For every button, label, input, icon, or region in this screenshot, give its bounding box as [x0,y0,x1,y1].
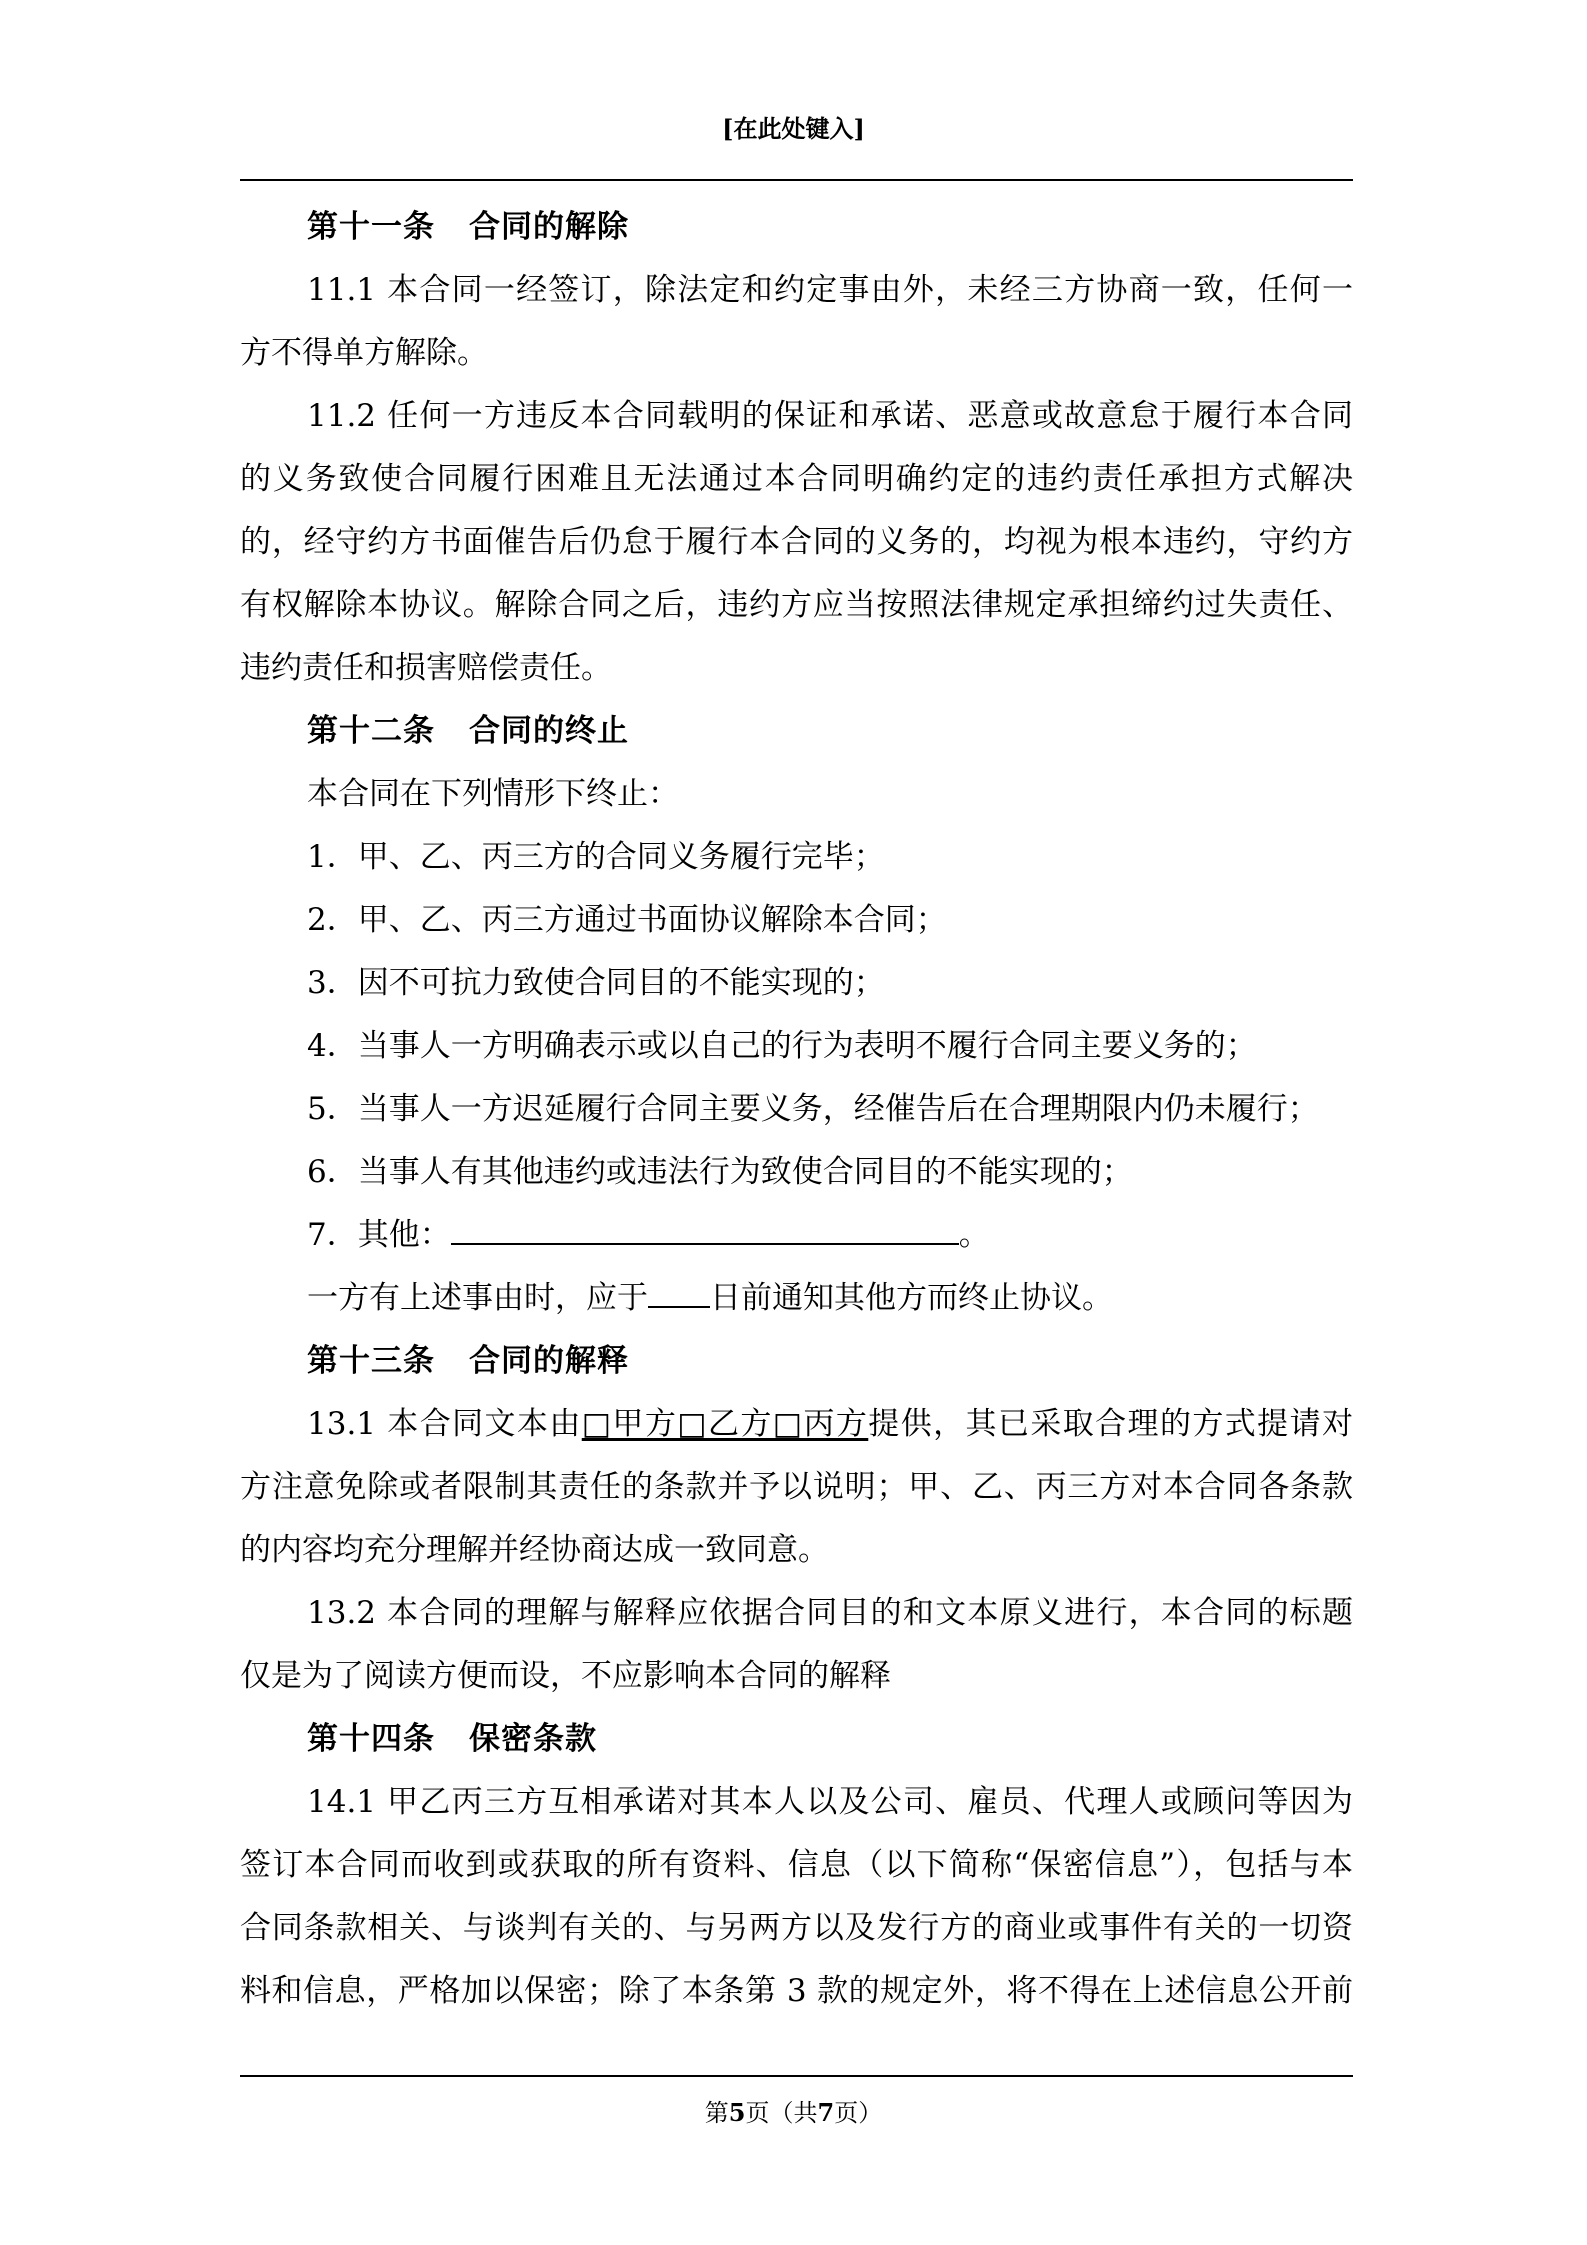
article-11-heading [240,196,1353,259]
contract-body [240,196,1353,2023]
paragraph-line: 方不得单方解除。 [240,335,488,371]
paragraph-line: 违约责任和损害赔偿责任。 [240,650,612,686]
list-item: 5．当事人一方迟延履行合同主要义务，经催告后在合理期限内仍未履行； [307,1091,1319,1127]
paragraph-line: 11.1 本合同一经签订，除法定和约定事由外，未经三方协商一致，任何一 [307,272,1353,308]
paragraph-line: 14.1 甲乙丙三方互相承诺对其本人以及公司、雇员、代理人或顾问等因为 [307,1784,1353,1820]
article-number: 第十三条 [307,1343,435,1379]
paragraph-line: 有权解除本协议。解除合同之后，违约方应当按照法律规定承担缔约过失责任、 [240,587,1353,623]
page-header: [在此处键入] [722,114,865,143]
list-item: 2．甲、乙、丙三方通过书面协议解除本合同； [307,902,947,938]
footer-mid: 页（共 [745,2099,818,2127]
article-number: 第十一条 [307,209,435,245]
article-13-heading [240,1330,1353,1393]
other-blank-field[interactable] [451,1217,959,1245]
paragraph-line: 合同条款相关、与谈判有关的、与另两方以及发行方的商业或事件有关的一切资 [240,1910,1353,1946]
article-title: 合同的终止 [469,713,629,749]
list-item [240,1204,1353,1267]
header-rule [240,179,1353,181]
paragraph-line: 料和信息，严格加以保密；除了本条第 3 款的规定外，将不得在上述信息公开前 [240,1973,1353,2009]
paragraph-line: 仅是为了阅读方便而设，不应影响本合同的解释 [240,1658,891,1694]
list-item: 6．当事人有其他违约或违法行为致使合同目的不能实现的； [307,1154,1133,1190]
paragraph-line: 13.2 本合同的理解与解释应依据合同目的和文本原义进行，本合同的标题 [307,1595,1353,1631]
article-14-heading [240,1708,1353,1771]
page-footer [0,2097,1587,2129]
paragraph-line: 本合同在下列情形下终止： [307,776,679,812]
article-12-heading [240,700,1353,763]
list-item: 3．因不可抗力致使合同目的不能实现的； [307,965,885,1001]
provider-checkboxes[interactable]: □甲方□乙方□丙方 [581,1406,869,1442]
paragraph-line: 11.2 任何一方违反本合同载明的保证和承诺、恶意或故意怠于履行本合同 [307,398,1353,434]
paragraph-text: 提供，其已采取合理的方式提请对 [868,1406,1353,1442]
list-item: 4．当事人一方明确表示或以自己的行为表明不履行合同主要义务的； [307,1028,1257,1064]
punctuation: 。 [958,1217,990,1253]
paragraph-line [240,1267,1353,1330]
article-number: 第十四条 [307,1721,435,1757]
total-pages: 7 [817,2098,835,2127]
paragraph-line: 的内容均充分理解并经协商达成一致同意。 [240,1532,829,1568]
footer-suffix: 页） [834,2099,883,2127]
footer-rule [240,2075,1353,2077]
paragraph-line: 签订本合同而收到或获取的所有资料、信息（以下简称“保密信息”），包括与本 [240,1847,1353,1883]
list-item-label: 7．其他： [307,1217,451,1253]
paragraph-line: 的，经守约方书面催告后仍怠于履行本合同的义务的，均视为根本违约，守约方 [240,524,1353,560]
article-title: 保密条款 [469,1721,597,1757]
notice-text: 一方有上述事由时，应于 [307,1280,648,1316]
article-number: 第十二条 [307,713,435,749]
paragraph-line: 方注意免除或者限制其责任的条款并予以说明；甲、乙、丙三方对本合同各条款 [240,1469,1353,1505]
list-item: 1．甲、乙、丙三方的合同义务履行完毕； [307,839,885,875]
notice-text: 日前通知其他方而终止协议。 [710,1280,1113,1316]
days-blank-field[interactable] [648,1280,710,1308]
paragraph-line: 的义务致使合同履行困难且无法通过本合同明确约定的违约责任承担方式解决 [240,461,1353,497]
article-title: 合同的解释 [469,1343,629,1379]
page-number: 5 [728,2098,746,2127]
paragraph-text: 13.1 本合同文本由 [307,1406,582,1442]
paragraph-line [240,1393,1353,1456]
footer-prefix: 第 [704,2099,729,2127]
article-title: 合同的解除 [469,209,629,245]
